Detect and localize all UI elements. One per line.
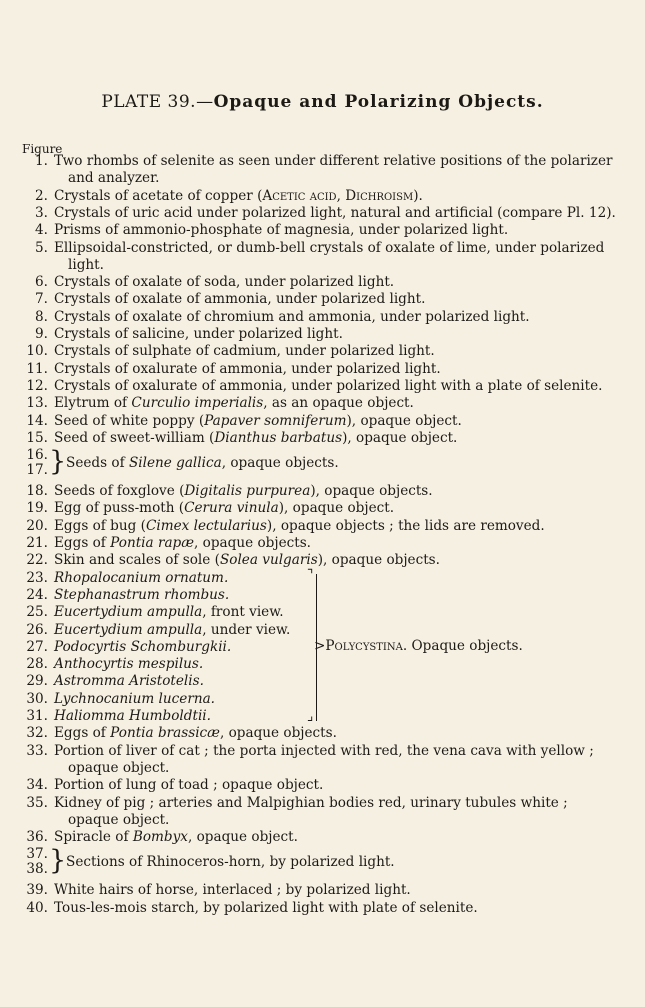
figure-number: 14. [26, 412, 48, 429]
entry-text [54, 430, 457, 447]
figure-number: 17. [26, 462, 48, 479]
figure-number: 20. [26, 517, 48, 534]
entry-fragment: Crystals of salicine, under polarized light. [54, 326, 343, 342]
entry-text [68, 812, 169, 829]
entry-text [66, 455, 339, 472]
figure-number: 4. [35, 222, 48, 239]
entry-fragment: Crystals of oxalate of soda, under polarized light. [54, 274, 395, 291]
figure-number: 10. [26, 343, 48, 360]
figure-number: 34. [26, 777, 48, 794]
figure-number: 18. [26, 483, 48, 500]
species-name: Dianthus barbatus [214, 429, 343, 446]
entry-fragment: Elytrum of [54, 395, 132, 412]
figure-number: 8. [35, 308, 48, 325]
figure-number: 5. [35, 239, 48, 256]
entry-fragment: Crystals of sulphate of cadmium, under polarized light. [54, 343, 435, 360]
entry-fragment: , opaque objects. [194, 535, 312, 551]
entry-text [54, 483, 433, 500]
figure-number: 26. [26, 621, 48, 638]
entry-fragment: Spiracle of [54, 829, 133, 846]
species-name: Papaver somniferum [204, 412, 347, 429]
entry-fragment: Two rhombs of selenite as seen under different relative positions of the polarizer [54, 153, 613, 169]
species-name: Anthocyrtis mespilus. [54, 656, 204, 673]
figure-number: 28. [26, 656, 48, 673]
figure-number: 19. [26, 500, 48, 517]
entry-fragment: , opaque object. [187, 829, 298, 846]
figure-number: 23. [26, 569, 48, 586]
entry-fragment: Crystals of acetate of copper ( [54, 187, 263, 204]
entry-fragment: , opaque objects. [219, 725, 337, 742]
entry-text [54, 500, 394, 517]
species-name: Silene gallica [128, 455, 222, 472]
entry-text [68, 257, 104, 274]
entry-fragment: opaque object. [68, 759, 170, 776]
entry-fragment: Eggs of bug ( [54, 517, 146, 534]
figure-number: 33. [26, 742, 48, 759]
entry-fragment: Crystals of oxalurate of ammonia, under polarized light with a plate of selenite. [54, 377, 603, 394]
entry-text [54, 222, 508, 239]
species-name: Pontia brassicæ [110, 725, 220, 742]
figure-number: 35. [26, 794, 48, 811]
entry-text [54, 378, 602, 395]
entry-text [54, 587, 229, 604]
plate-number: PLATE 39. [101, 92, 197, 112]
entry-fragment: Crystals of oxalate of chromium and ammonia, under polarized light. [54, 308, 530, 325]
entry-fragment: Seeds of [66, 455, 129, 472]
entry-text [54, 535, 311, 552]
entry-text [54, 639, 231, 656]
figure-number: 38. [26, 861, 48, 878]
entry-fragment: Ellipsoidal-constricted, or dumb-bell crystals of oxalate of lime, under polarized [54, 239, 605, 256]
entry-fragment: ), opaque objects. [310, 483, 433, 500]
brace: } [49, 845, 67, 877]
figure-number: 3. [35, 204, 48, 221]
figure-number: 1. [35, 153, 48, 169]
entry-fragment: White hairs of horse, interlaced ; by polarized light. [54, 882, 411, 899]
figure-number: 36. [26, 829, 48, 846]
entry-text [54, 900, 478, 917]
entry-text [54, 552, 440, 569]
entry-fragment: Eggs of [54, 725, 111, 742]
species-name: Cerura vinula [184, 500, 279, 517]
species-name: Rhopalocanium ornatum. [54, 569, 229, 586]
entry-fragment: Portion of lung of toad ; opaque object. [54, 777, 324, 794]
entry-fragment: Crystals of oxalurate of ammonia, under polarized light. [54, 360, 441, 377]
entry-text [54, 673, 204, 690]
entry-fragment: Seed of sweet-william ( [54, 429, 215, 446]
entry-text [54, 188, 423, 205]
small-caps-term: Polycystina [325, 638, 403, 655]
entry-fragment: , as an opaque object. [263, 395, 414, 412]
entry-text [54, 413, 462, 430]
species-name: Curculio imperialis [131, 395, 264, 412]
figure-column-label: Figure [22, 142, 63, 156]
entry-text [54, 829, 298, 846]
figure-number: 37. [26, 846, 48, 863]
figure-number: 27. [26, 638, 48, 655]
plate-title [0, 92, 645, 112]
figure-number: 16. [26, 447, 48, 464]
entry-fragment: Kidney of pig ; arteries and Malpighian bodies red, urinary tubules white ; [54, 794, 568, 811]
entry-text [54, 240, 604, 257]
species-name: Eucertydium ampulla [54, 621, 203, 638]
figure-number: 9. [35, 326, 48, 342]
entry-fragment: ), opaque object. [342, 429, 458, 446]
entry-text [54, 361, 441, 378]
entry-fragment: Eggs of [54, 535, 111, 551]
small-caps-term: Dichroism [345, 187, 414, 204]
entry-fragment: Portion of liver of cat ; the porta injected with red, the vena cava with yellow ; [54, 742, 594, 759]
entry-text [54, 309, 530, 326]
species-name: Digitalis purpurea [184, 483, 311, 500]
entry-text [68, 760, 169, 777]
bracket-bottom: ⌟ [307, 708, 314, 725]
figure-number: 7. [35, 291, 48, 308]
entry-fragment: , under view. [202, 621, 291, 638]
entry-text [54, 777, 323, 794]
species-name: Stephanastrum rhombus. [54, 586, 230, 603]
entry-fragment: ), opaque objects ; the lids are removed. [266, 517, 545, 534]
species-name: Haliomma Humboldtii. [54, 708, 211, 724]
figure-number: 12. [26, 377, 48, 394]
entry-fragment: , [336, 187, 346, 204]
entry-text [54, 604, 284, 621]
bracket-top: ⌝ [307, 566, 314, 583]
title-dash: — [196, 92, 214, 112]
entry-fragment: , front view. [202, 604, 284, 621]
entry-text [54, 725, 337, 742]
figure-number: 25. [26, 604, 48, 621]
figure-number: 39. [26, 882, 48, 899]
figure-number: 6. [35, 274, 48, 291]
entry-text [54, 708, 211, 725]
species-name: Pontia rapæ [110, 535, 195, 551]
entry-fragment: opaque object. [68, 811, 170, 828]
entry-fragment: Crystals of oxalate of ammonia, under polarized light. [54, 291, 426, 308]
figure-number: 24. [26, 586, 48, 603]
entry-text [54, 570, 228, 587]
entry-fragment: light. [68, 256, 104, 273]
plate-subject: Opaque and Polarizing Objects. [213, 92, 544, 112]
figure-number: 32. [26, 725, 48, 742]
figure-number: 29. [26, 673, 48, 690]
figure-number: 15. [26, 429, 48, 446]
entry-fragment: Tous-les-mois starch, by polarized light with plate of selenite. [54, 899, 478, 916]
entry-text [54, 518, 545, 535]
entry-text [54, 882, 411, 899]
entry-fragment: Crystals of uric acid under polarized light, natural and artificial (compare Pl. 12). [54, 204, 616, 221]
species-name: Eucertydium ampulla [54, 604, 203, 621]
entry-fragment: and analyzer. [68, 170, 160, 187]
entry-text [68, 170, 159, 187]
entry-fragment: Egg of puss-moth ( [54, 500, 185, 517]
entry-text [54, 395, 414, 412]
species-name: Lychnocanium lucerna. [54, 690, 216, 707]
entry-fragment: Prisms of ammonio-phosphate of magnesia, under polarized light. [54, 222, 509, 239]
brace: } [49, 446, 67, 478]
entry-fragment: , opaque objects. [221, 455, 339, 472]
figure-number: 31. [26, 708, 48, 724]
entry-text [54, 656, 203, 673]
entry-text [54, 274, 394, 291]
figure-number: 13. [26, 395, 48, 412]
entry-fragment: Skin and scales of sole ( [54, 552, 220, 569]
entry-fragment: > [314, 638, 326, 655]
entry-fragment: Seeds of foxglove ( [54, 483, 185, 500]
entry-text [54, 743, 594, 760]
entry-text [54, 291, 425, 308]
figure-number: 2. [35, 187, 48, 204]
entry-fragment: ), opaque object. [278, 500, 395, 517]
species-name: Bombyx [132, 829, 188, 846]
figure-number: 11. [26, 360, 48, 377]
entry-fragment: . Opaque objects. [402, 638, 523, 655]
entry-fragment: ), opaque object. [346, 412, 462, 429]
species-name: Solea vulgaris [219, 552, 318, 569]
entry-text [54, 622, 290, 639]
species-name: Astromma Aristotelis. [54, 673, 204, 690]
entry-text [54, 205, 616, 222]
entry-fragment: Sections of Rhinoceros-horn, by polarized light. [66, 854, 395, 871]
entry-fragment: Seed of white poppy ( [54, 412, 205, 429]
figure-number: 22. [26, 552, 48, 569]
figure-number: 30. [26, 690, 48, 707]
entry-text [54, 153, 613, 170]
entry-text [54, 343, 435, 360]
figure-number: 21. [26, 535, 48, 551]
small-caps-term: Acetic acid [262, 187, 337, 204]
entry-fragment: ), opaque objects. [317, 552, 440, 569]
entry-text [314, 638, 523, 655]
species-name: Cimex lectularius [145, 517, 267, 534]
species-name: Podocyrtis Schomburgkii. [54, 638, 232, 655]
entry-text [54, 326, 343, 343]
entry-text [54, 795, 568, 812]
figure-number: 40. [26, 899, 48, 916]
entry-text [54, 691, 215, 708]
entry-text [66, 854, 395, 871]
entry-fragment: ). [413, 187, 423, 204]
